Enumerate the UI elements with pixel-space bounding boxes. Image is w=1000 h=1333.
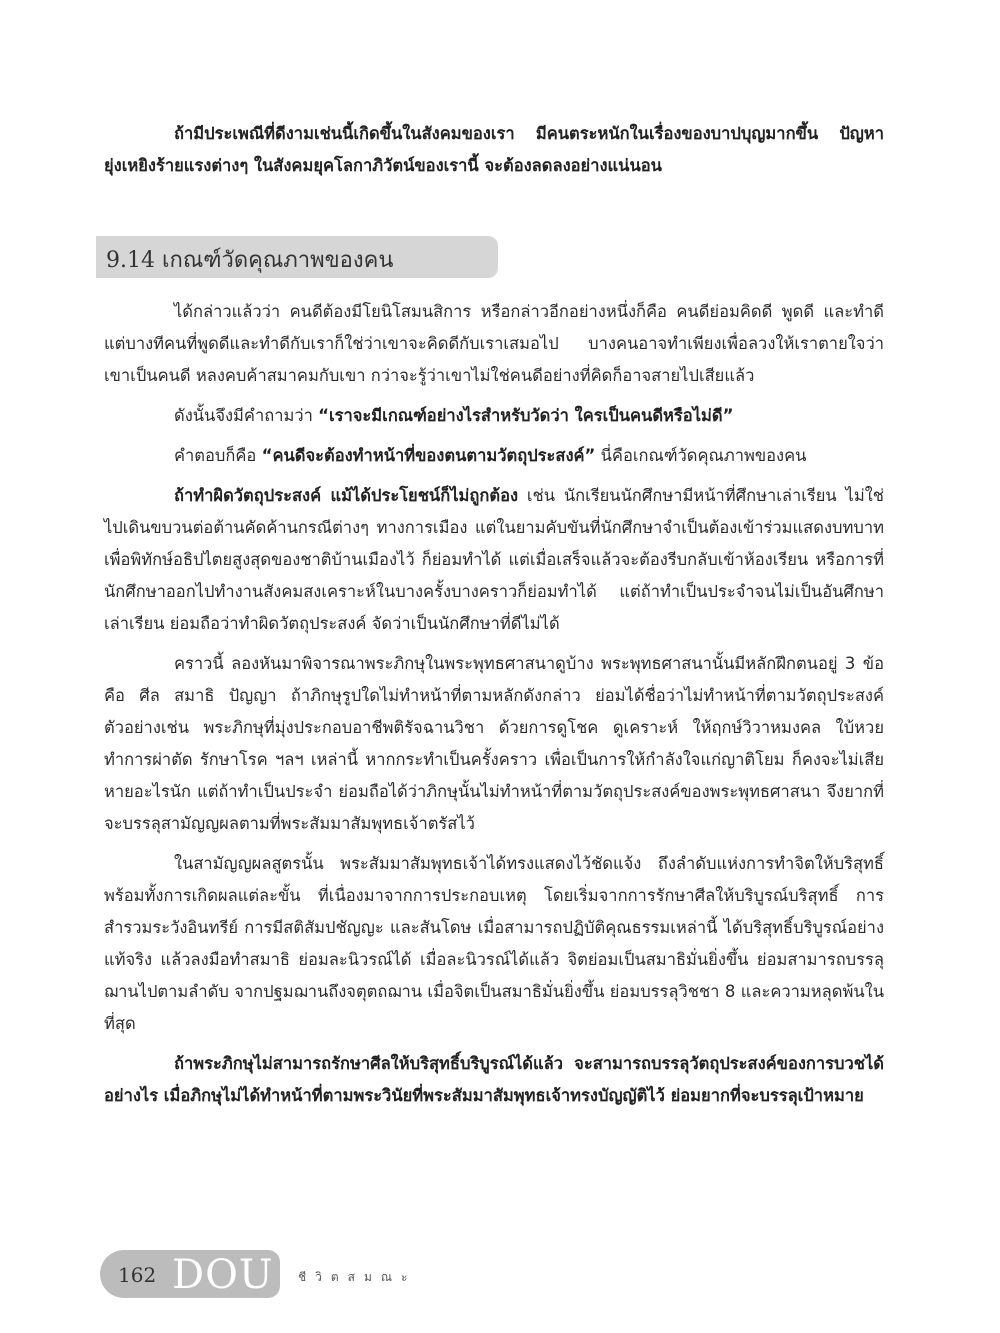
paragraph-3 — [104, 440, 884, 472]
paragraph-3-tail: นี่คือเกณฑ์วัดคุณภาพของคน — [595, 446, 807, 465]
paragraph-2-lead: ดังนั้นจึงมีคำถามว่า — [174, 406, 319, 425]
footer-badge — [100, 1250, 280, 1298]
body-text — [104, 296, 884, 1112]
brand-logo: DOU — [172, 1252, 274, 1298]
section-header — [96, 236, 498, 278]
paragraph-7: ถ้าพระภิกษุไม่สามารถรักษาศีลให้บริสุทธิ์บริบูรณ์ได้แล้ว จะสามารถบรรลุวัตถุประสงค์ของการบวชได้อย่างไร เมื่อภิกษุไม่ได้ทำหน้าที่ตามพระวินัยที่พระสัมมาสัมพุทธเจ้าทรงบัญญัติไว้ ย่อมยากที่จะบรรลุเป้าหมาย — [104, 1054, 884, 1105]
paragraph-4-heading: ถ้าทำผิดวัตถุประสงค์ แม้ได้ประโยชน์ก็ไม่ถูกต้อง — [174, 486, 519, 505]
section-title: 9.14 เกณฑ์วัดคุณภาพของคน — [106, 248, 394, 273]
paragraph-2 — [104, 400, 884, 432]
paragraph-4 — [104, 480, 884, 640]
paragraph-5: คราวนี้ ลองหันมาพิจารณาพระภิกษุในพระพุทธศาสนาดูบ้าง พระพุทธศาสนานั้นมีหลักฝึกตนอยู่ 3 ข้อ คือ ศีล สมาธิ ปัญญา ถ้าภิกษุรูปใดไม่ทำหน้าที่ตามหลักดังกล่าว ย่อมได้ชื่อว่าไม่ทำหน้าที่ตามวัตถุประสงค์ ตัวอย่างเช่น พระภิกษุที่มุ่งประกอบอาชีพติรัจฉานวิชา ด้วยการดูโชค ดูเคราะห์ ให้ฤกษ์วิวาหมงคล ใบ้หวย ทำการผ่าตัด รักษาโรค ฯลฯ เหล่านี้ หากกระทำเป็นครั้งคราว เพื่อเป็นการให้กำลังใจแก่ญาติโยม ก็คงจะไม่เสียหายอะไรนัก แต่ถ้าทำเป็นประจำ ย่อมถือได้ว่าภิกษุนั้นไม่ทำหน้าที่ตามวัตถุประสงค์ของพระพุทธศาสนา จึงยากที่จะบรรลุสามัญญผลตามที่พระสัมมาสัมพุทธเจ้าตรัสไว้ — [104, 654, 884, 833]
intro-paragraph: ถ้ามีประเพณีที่ดีงามเช่นนี้เกิดขึ้นในสังคมของเรา มีคนตระหนักในเรื่องของบาปบุญมากขึ้น ปัญหายุ่งเหยิงร้ายแรงต่างๆ ในสังคมยุคโลกาภิวัตน์ของเรานี้ จะต้องลดลงอย่างแน่นอน — [104, 124, 884, 175]
paragraph-3-answer: “คนดีจะต้องทำหน้าที่ของตนตามวัตถุประสงค์” — [261, 446, 596, 465]
page-number: 162 — [118, 1263, 157, 1287]
paragraph-1: ได้กล่าวแล้วว่า คนดีต้องมีโยนิโสมนสิการ หรือกล่าวอีกอย่างหนึ่งก็คือ คนดีย่อมคิดดี พูดดี และทำดี แต่บางทีคนที่พูดดีและทำดีกับเราก็ใช่ว่าเขาจะคิดดีกับเราเสมอไป บางคนอาจทำเพียงเพื่อลวงให้เราตายใจว่าเขาเป็นคนดี หลงคบค้าสมาคมกับเขา กว่าจะรู้ว่าเขาไม่ใช่คนดีอย่างที่คิดก็อาจสายไปเสียแล้ว — [104, 302, 884, 385]
paragraph-2-question: “เราจะมีเกณฑ์อย่างไรสำหรับวัดว่า ใครเป็นคนดีหรือไม่ดี” — [318, 406, 734, 425]
paragraph-6: ในสามัญญผลสูตรนั้น พระสัมมาสัมพุทธเจ้าได้ทรงแสดงไว้ชัดแจ้ง ถึงลำดับแห่งการทำจิตให้บริสุทธิ์ พร้อมทั้งการเกิดผลแต่ละขั้น ที่เนื่องมาจากการประกอบเหตุ โดยเริ่มจากการรักษาศีลให้บริบูรณ์บริสุทธิ์ การสำรวมระวังอินทรีย์ การมีสติสัมปชัญญะ และสันโดษ เมื่อสามารถปฏิบัติคุณธรรมเหล่านี้ ได้บริสุทธิ์บริบูรณ์อย่างแท้จริง แล้วลงมือทำสมาธิ ย่อมละนิวรณ์ได้ เมื่อละนิวรณ์ได้แล้ว จิตย่อมเป็นสมาธิมั่นยิ่งขึ้น ย่อมสามารถบรรลุฌานไปตามลำดับ จากปฐมฌานถึงจตุตถฌาน เมื่อจิตเป็นสมาธิมั่นยิ่งขึ้น ย่อมบรรลุวิชชา 8 และความหลุดพ้นในที่สุด — [104, 854, 884, 1033]
book-title: ชีวิตสมณะ — [298, 1270, 417, 1284]
paragraph-4-body: เช่น นักเรียนนักศึกษามีหน้าที่ศึกษาเล่าเรียน ไม่ใช่ไปเดินขบวนต่อต้านคัดค้านกรณีต่างๆ ทางการเมือง แต่ในยามคับขันที่นักศึกษาจำเป็นต้องเข้าร่วมแสดงบทบาท เพื่อพิทักษ์อธิปไตยสูงสุดของชาติบ้านเมืองไว้ ก็ย่อมทำได้ แต่เมื่อเสร็จแล้วจะต้องรีบกลับเข้าห้องเรียน หรือการที่นักศึกษาออกไปทำงานสังคมสงเคราะห์ในบางครั้งบางคราวก็ย่อมทำได้ แต่ถ้าทำเป็นประจำจนไม่เป็นอันศึกษาเล่าเรียน ย่อมถือว่าทำผิดวัตถุประสงค์ จัดว่าเป็นนักศึกษาที่ดีไม่ได้ — [104, 486, 884, 633]
intro-text — [104, 118, 884, 182]
paragraph-3-lead: คำตอบก็คือ — [174, 446, 262, 465]
